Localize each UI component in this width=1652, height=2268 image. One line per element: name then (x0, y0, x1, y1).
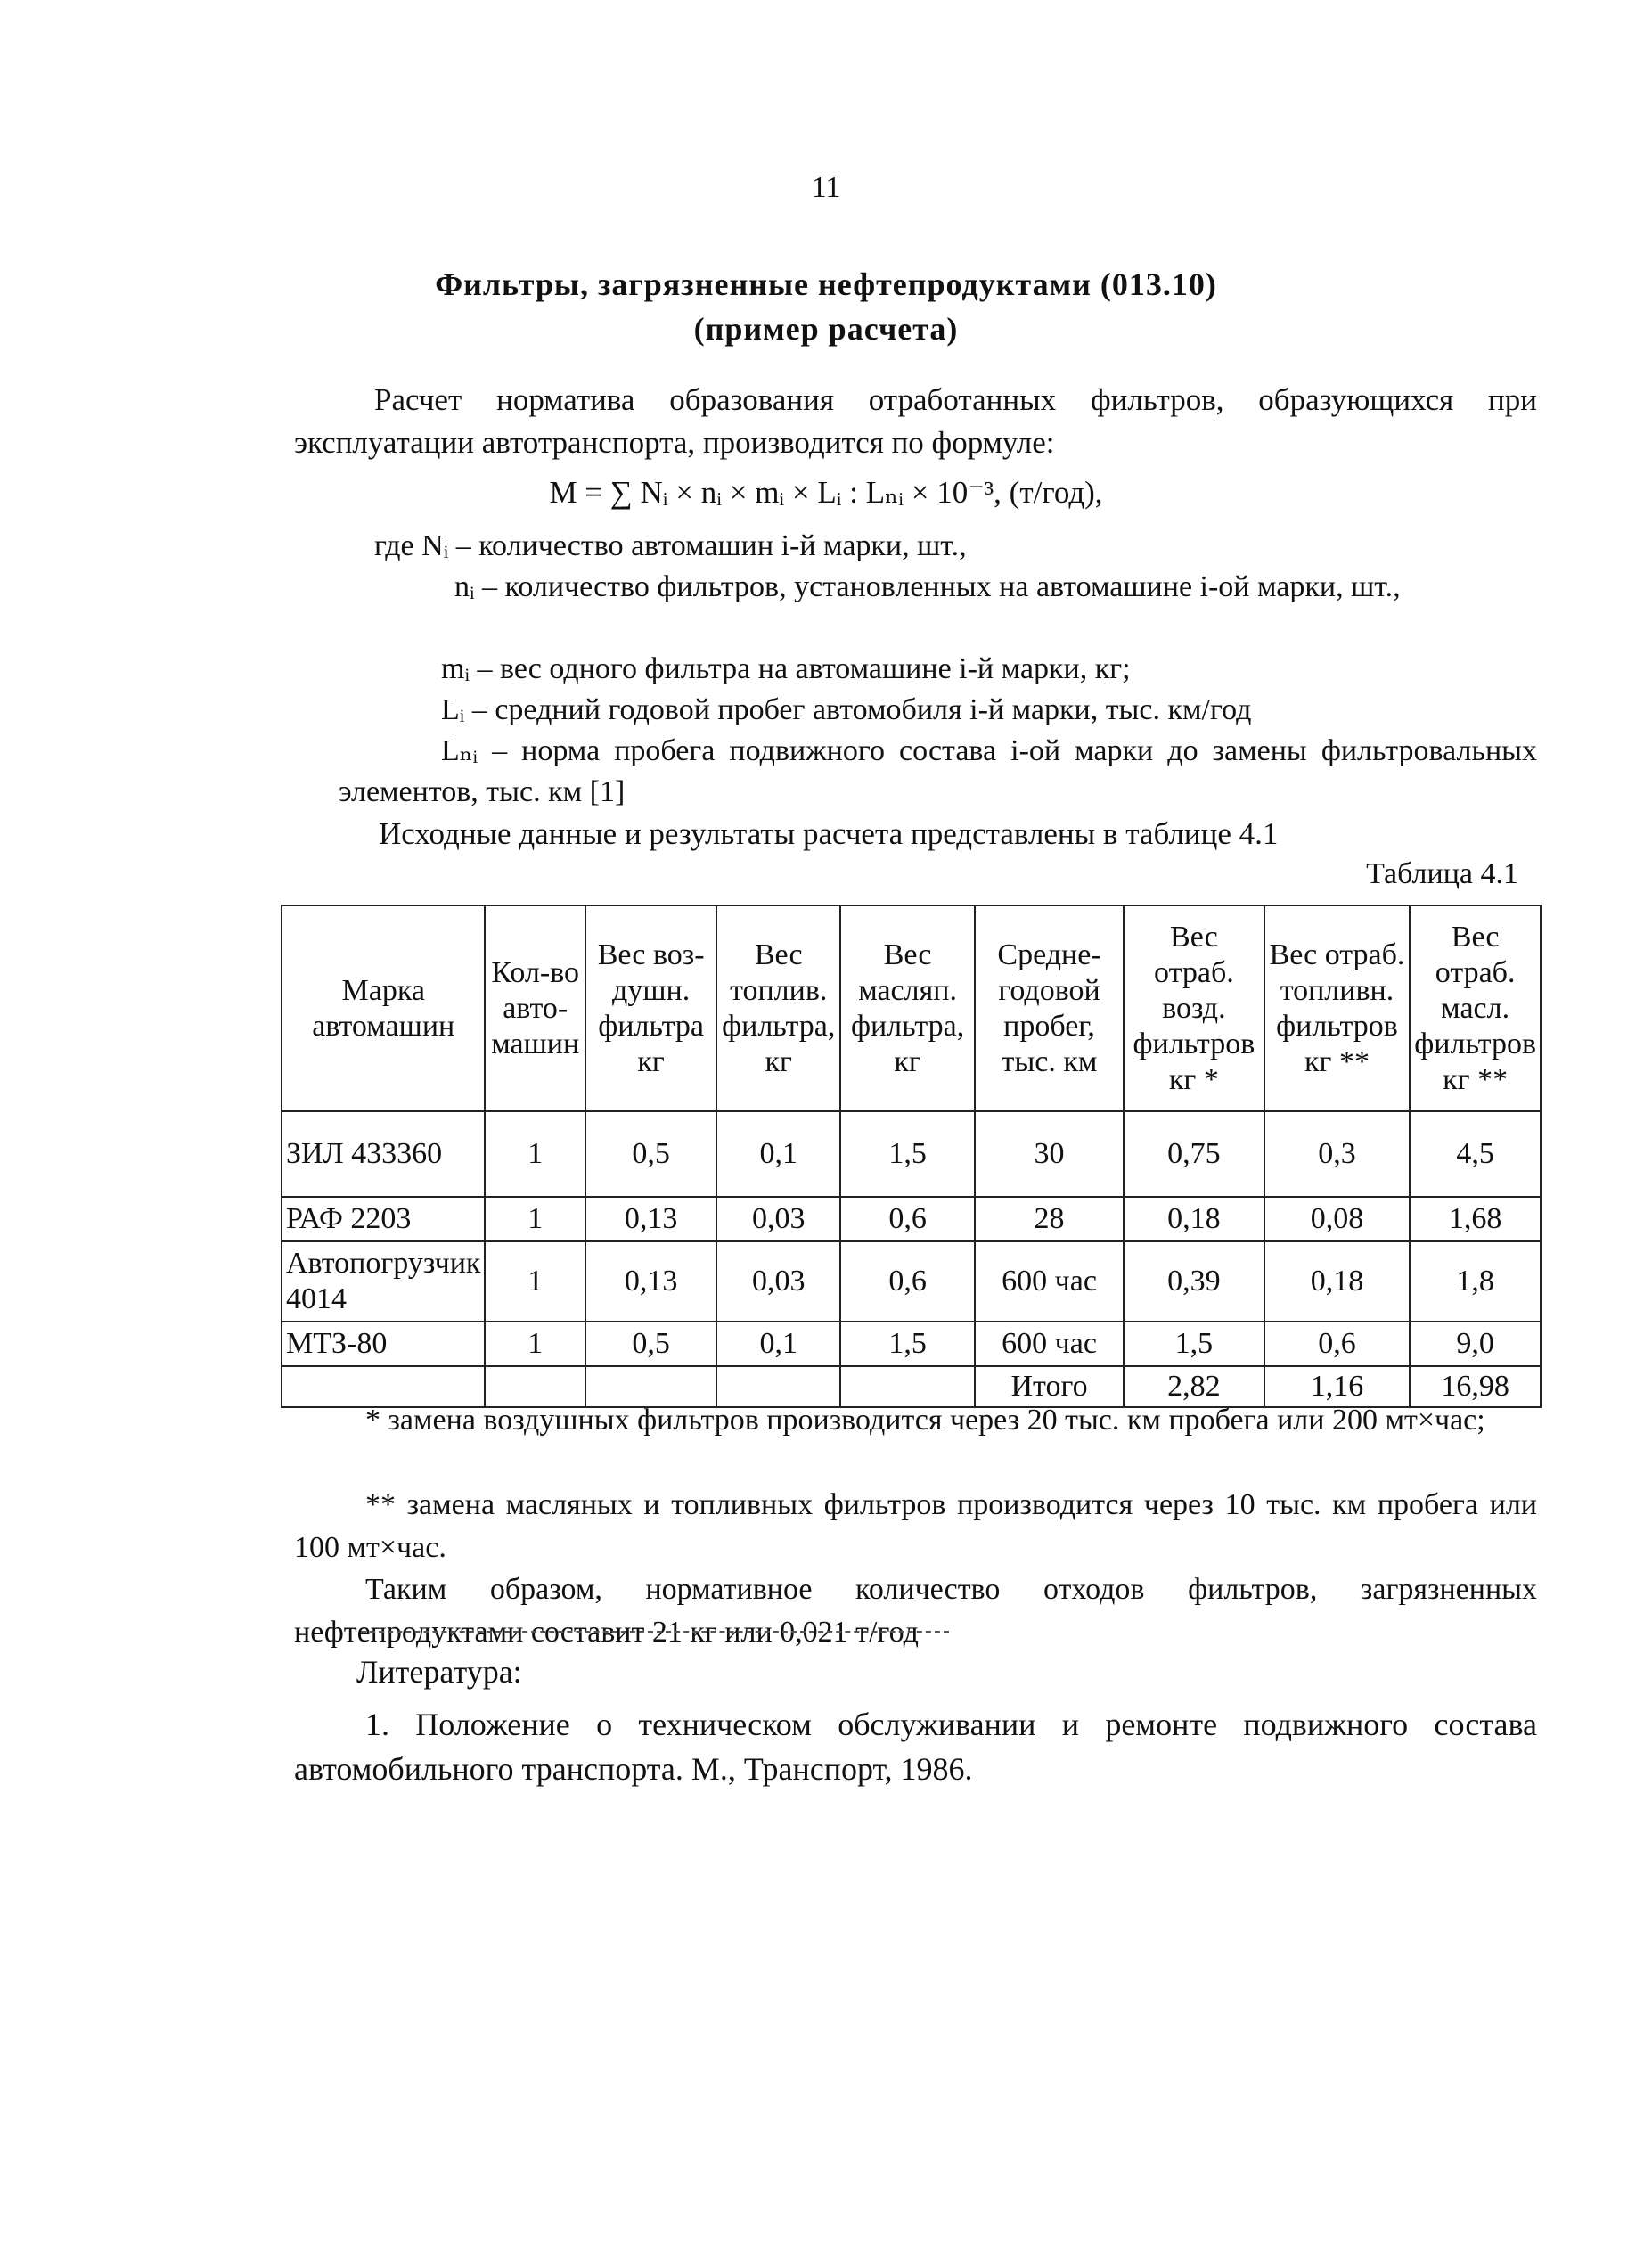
table-cell: 1,5 (840, 1322, 975, 1366)
intro-paragraph: Расчет норматива образования отработанных фильтров, образующихся при эксплуатации автотранспорта, производится по формуле: (294, 382, 1537, 460)
formula: M = ∑ Nᵢ × nᵢ × mᵢ × Lᵢ : Lₙᵢ × 10⁻³, (т/год), (549, 475, 1103, 510)
table-cell: 0,13 (585, 1241, 716, 1322)
filters-table (281, 905, 1542, 1408)
definition-item: mᵢ – вес одного фильтра на автомашине i-й марки, кг; (441, 652, 1131, 685)
table-cell: 0,6 (840, 1197, 975, 1241)
column-header: Марка автомашин (282, 905, 485, 1111)
column-header: Вес отраб. масл. фильтров кг ** (1410, 905, 1541, 1111)
column-header: Кол-во авто-машин (485, 905, 585, 1111)
page-subtitle: (пример расчета) (693, 311, 959, 347)
table-cell: 1,5 (840, 1111, 975, 1197)
conclusion-paragraph: Таким образом, нормативное количество отходов фильтров, загрязненных нефтепродуктами составит 21 кг или 0,021 т/год (294, 1573, 1537, 1649)
table-row (282, 1197, 1541, 1241)
table-cell: 0,18 (1264, 1241, 1411, 1322)
table-cell: 0,5 (585, 1322, 716, 1366)
literature-item: 1. Положение о техническом обслуживании и ремонте подвижного состава автомобильного транспорта. М., Транспорт, 1986. (294, 1707, 1537, 1787)
table-row (282, 1241, 1541, 1322)
column-header: Вес отраб. возд. фильтров кг * (1124, 905, 1264, 1111)
table-cell: 1 (485, 1241, 585, 1322)
table-cell: 1 (485, 1322, 585, 1366)
page-title: Фильтры, загрязненные нефтепродуктами (013.10) (435, 266, 1217, 302)
table-cell: 9,0 (1410, 1322, 1541, 1366)
table-cell: 30 (975, 1111, 1124, 1197)
table-cell: 0,08 (1264, 1197, 1411, 1241)
definition-item: Lₙᵢ – норма пробега подвижного состава i-ой марки до замены фильтровальных элементов, тыс. км [1] (339, 734, 1537, 808)
footnote-air-filters: * замена воздушных фильтров производится через 20 тыс. км пробега или 200 мт×час; (365, 1404, 1485, 1437)
table-cell: 2,82 (1124, 1366, 1264, 1407)
table-cell: 600 час (975, 1322, 1124, 1366)
column-header: Вес воз-душн. фильтра кг (585, 905, 716, 1111)
column-header: Вес отраб. топливн. фильтров кг ** (1264, 905, 1411, 1111)
data-note: Исходные данные и результаты расчета представлены в таблице 4.1 (379, 816, 1279, 851)
column-header: Средне-годовой пробег, тыс. км (975, 905, 1124, 1111)
table-cell: 0,03 (716, 1241, 840, 1322)
table-row (282, 1322, 1541, 1366)
table-cell: РАФ 2203 (282, 1197, 485, 1241)
table-cell: 0,6 (1264, 1322, 1411, 1366)
table-cell: 0,13 (585, 1197, 716, 1241)
table-cell: 1,8 (1410, 1241, 1541, 1322)
table-cell: 1,68 (1410, 1197, 1541, 1241)
table-cell: 0,1 (716, 1111, 840, 1197)
table-cell: 1 (485, 1197, 585, 1241)
table-cell: 0,3 (1264, 1111, 1411, 1197)
definition-item: где Nᵢ – количество автомашин i-й марки, шт., (374, 529, 967, 562)
table-cell: 28 (975, 1197, 1124, 1241)
literature-heading: Литература: (356, 1654, 522, 1690)
table-cell: 0,03 (716, 1197, 840, 1241)
table-cell: ЗИЛ 433360 (282, 1111, 485, 1197)
table-cell: 0,75 (1124, 1111, 1264, 1197)
table-cell: 1,5 (1124, 1322, 1264, 1366)
column-header: Вес топлив. фильтра, кг (716, 905, 840, 1111)
table-cell: 16,98 (1410, 1366, 1541, 1407)
table-cell: 1 (485, 1111, 585, 1197)
table-header-row (282, 905, 1541, 1111)
table-cell: 1,16 (1264, 1366, 1411, 1407)
table-cell: 600 час (975, 1241, 1124, 1322)
separator-line (361, 1631, 949, 1633)
table-cell: 0,6 (840, 1241, 975, 1322)
definition-item: Lᵢ – средний годовой пробег автомобиля i-й марки, тыс. км/год (441, 693, 1252, 726)
table-caption: Таблица 4.1 (1366, 857, 1518, 890)
table-cell: 0,39 (1124, 1241, 1264, 1322)
definition-item: nᵢ – количество фильтров, установленных на автомашине i-ой марки, шт., (454, 570, 1401, 603)
table-cell: Итого (975, 1366, 1124, 1407)
table-cell: 0,18 (1124, 1197, 1264, 1241)
footnote-oil-fuel-filters: ** замена масляных и топливных фильтров производится через 10 тыс. км пробега или 100 мт×час. (294, 1488, 1537, 1564)
table-cell: 0,1 (716, 1322, 840, 1366)
table-cell: 0,5 (585, 1111, 716, 1197)
table-cell: 4,5 (1410, 1111, 1541, 1197)
table-cell: МТЗ-80 (282, 1322, 485, 1366)
page-number: 11 (811, 171, 841, 204)
table-cell: Автопогрузчик 4014 (282, 1241, 485, 1322)
column-header: Вес масляп. фильтра, кг (840, 905, 975, 1111)
table-row (282, 1111, 1541, 1197)
